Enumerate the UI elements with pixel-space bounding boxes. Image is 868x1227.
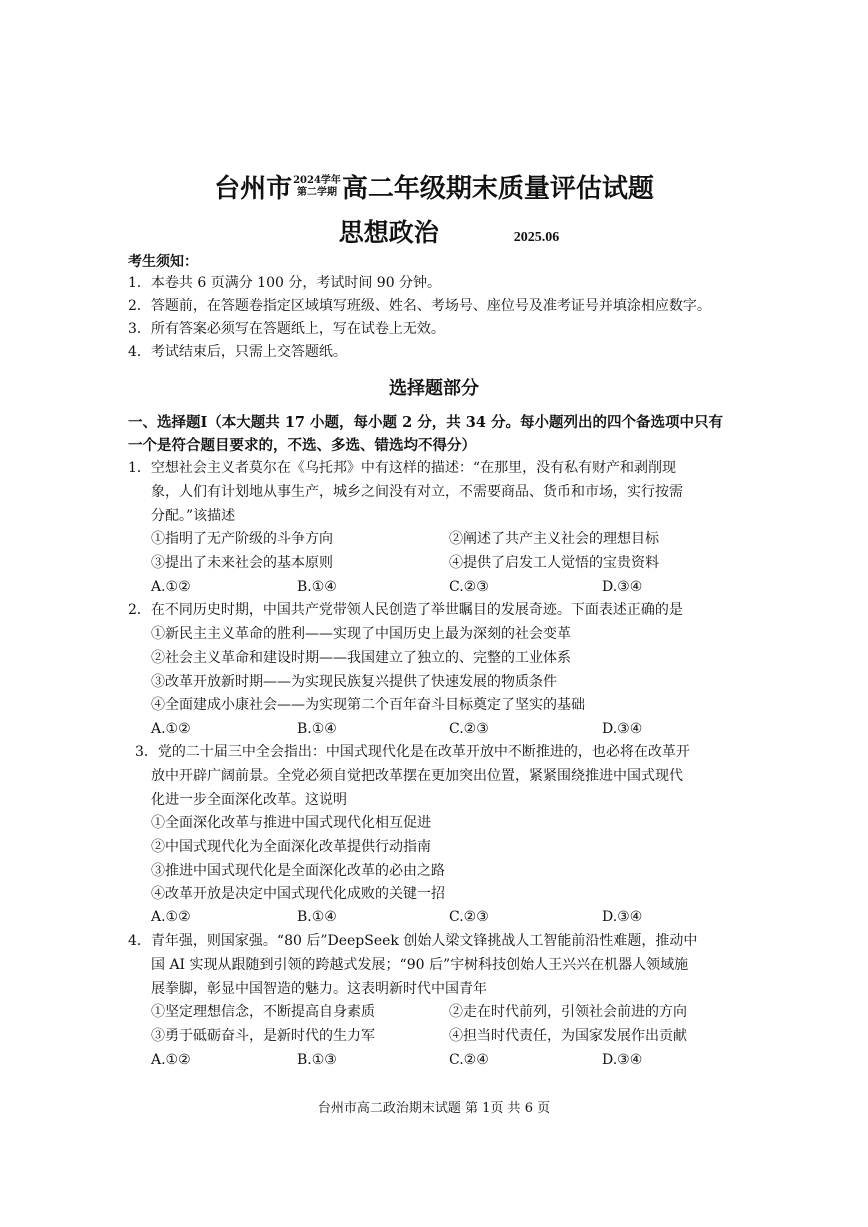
choice-b[interactable]: B.①④ bbox=[297, 721, 337, 737]
choice-c[interactable]: C.②③ bbox=[449, 721, 489, 737]
statement: ①新民主主义革命的胜利——实现了中国历史上最为深刻的社会变革 bbox=[151, 626, 571, 642]
subtitle-row bbox=[0, 213, 868, 249]
statement: ①坚定理想信念，不断提高自身素质 bbox=[151, 1004, 375, 1020]
academic-term bbox=[293, 175, 341, 199]
choice-a[interactable]: A.①② bbox=[151, 721, 191, 737]
page-footer: 台州市高二政治期末试题 第 1页 共 6 页 bbox=[317, 1101, 551, 1116]
statement: ③勇于砥砺奋斗，是新时代的生力军 bbox=[151, 1028, 375, 1044]
statement: ④全面建成小康社会——为实现第二个百年奋斗目标奠定了坚实的基础 bbox=[151, 697, 585, 713]
question-stem-line: 象，人们有计划地从事生产，城乡之间没有对立，不需要商品、货币和市场，实行按需 bbox=[151, 484, 683, 500]
choice-a[interactable]: A.①② bbox=[151, 909, 191, 925]
choice-d[interactable]: D.③④ bbox=[602, 1052, 643, 1068]
choice-b[interactable]: B.①④ bbox=[297, 909, 337, 925]
choice-c[interactable]: C.②③ bbox=[449, 909, 489, 925]
choice-c[interactable]: C.②④ bbox=[449, 1052, 489, 1068]
notice-item: 1．本卷共 6 页满分 100 分，考试时间 90 分钟。 bbox=[128, 275, 442, 291]
question-stem-line: 国 AI 实现从跟随到引领的跨越式发展；“90 后”宇树科技创始人王兴兴在机器人领域施 bbox=[151, 957, 689, 973]
question-stem-line: 展拳脚，彰显中国智造的魅力。这表明新时代中国青年 bbox=[151, 981, 487, 997]
statement: ④担当时代责任，为国家发展作出贡献 bbox=[449, 1028, 687, 1044]
exam-title bbox=[0, 168, 868, 205]
question-stem-line: 2．在不同历史时期，中国共产党带领人民创造了举世瞩目的发展奇迹。下面表述正确的是 bbox=[128, 602, 683, 618]
question-stem-line: 4．青年强，则国家强。“80 后”DeepSeek 创始人梁文锋挑战人工智能前沿性难题，推动中 bbox=[128, 933, 698, 949]
choice-d[interactable]: D.③④ bbox=[602, 579, 643, 595]
part-instructions-line-2: 一个是符合题目要求的，不选、多选、错选均不得分） bbox=[128, 437, 476, 454]
exam-date: 2025.06 bbox=[513, 230, 560, 245]
question-stem-line: 分配。”该描述 bbox=[151, 508, 236, 524]
statement: ②走在时代前列，引领社会前进的方向 bbox=[449, 1004, 687, 1020]
question-stem-line: 1．空想社会主义者莫尔在《乌托邦》中有这样的描述：“在那里，没有私有财产和剥削现 bbox=[128, 460, 677, 476]
statement: ④改革开放是决定中国式现代化成败的关键一招 bbox=[151, 886, 445, 902]
choice-b[interactable]: B.①③ bbox=[297, 1052, 337, 1068]
statement: ④提供了启发工人觉悟的宝贵资料 bbox=[449, 555, 659, 571]
choice-c[interactable]: C.②③ bbox=[449, 579, 489, 595]
choice-a[interactable]: A.①② bbox=[151, 579, 191, 595]
statement: ③提出了未来社会的基本原则 bbox=[151, 555, 333, 571]
choice-b[interactable]: B.①④ bbox=[297, 579, 337, 595]
statement: ③改革开放新时期——为实现民族复兴提供了快速发展的物质条件 bbox=[151, 674, 557, 690]
choice-a[interactable]: A.①② bbox=[151, 1052, 191, 1068]
choice-d[interactable]: D.③④ bbox=[602, 721, 643, 737]
choice-d[interactable]: D.③④ bbox=[602, 909, 643, 925]
statement: ②阐述了共产主义社会的理想目标 bbox=[449, 531, 659, 547]
statement: ①指明了无产阶级的斗争方向 bbox=[151, 531, 333, 547]
title-main: 高二年级期末质量评估试题 bbox=[341, 174, 654, 204]
part-instructions-line-1: 一、选择题Ⅰ（本大题共 17 小题，每小题 2 分，共 34 分。每小题列出的四个备选项中只有 bbox=[128, 414, 724, 431]
notice-heading: 考生须知： bbox=[128, 254, 198, 270]
statement: ②中国式现代化为全面深化改革提供行动指南 bbox=[151, 839, 431, 855]
question-stem-line: 放中开辟广阔前景。全党必须自觉把改革摆在更加突出位置，紧紧围绕推进中国式现代 bbox=[151, 768, 683, 784]
notice-item: 4．考试结束后，只需上交答题纸。 bbox=[128, 344, 347, 360]
statement: ②社会主义革命和建设时期——我国建立了独立的、完整的工业体系 bbox=[151, 650, 571, 666]
question-stem-line: 化进一步全面深化改革。这说明 bbox=[151, 792, 347, 808]
notice-item: 2．答题前，在答题卷指定区域填写班级、姓名、考场号、座位号及准考证号并填涂相应数字。 bbox=[128, 298, 711, 314]
question-stem-line: 3．党的二十届三中全会指出：中国式现代化是在改革开放中不断推进的，也必将在改革开 bbox=[135, 744, 690, 760]
title-city: 台州市 bbox=[214, 174, 293, 204]
subject-title: 思想政治 bbox=[338, 218, 439, 247]
notice-item: 3．所有答案必须写在答题纸上，写在试卷上无效。 bbox=[128, 321, 445, 337]
statement: ③推进中国式现代化是全面深化改革的必由之路 bbox=[151, 863, 445, 879]
statement: ①全面深化改革与推进中国式现代化相互促进 bbox=[151, 815, 431, 831]
semester: 第二学期 bbox=[297, 186, 337, 198]
section-title: 选择题部分 bbox=[389, 378, 479, 399]
academic-year: 2024学年 bbox=[293, 174, 341, 186]
